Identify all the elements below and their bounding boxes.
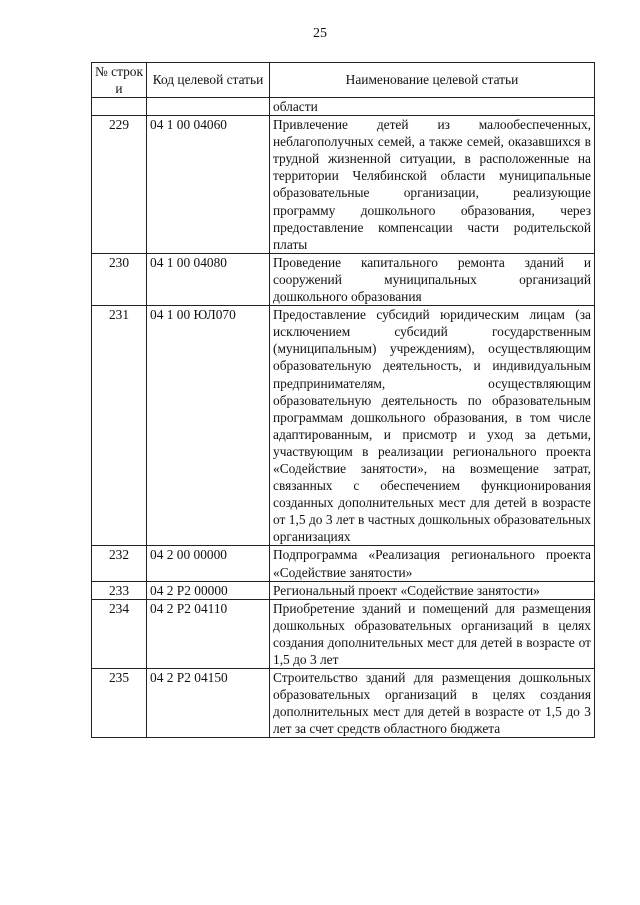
article-code-cell: 04 1 00 04060 [147, 116, 270, 254]
article-code-cell: 04 1 00 04080 [147, 253, 270, 305]
table-row [92, 306, 595, 546]
table-row [92, 253, 595, 305]
article-name-cell: Проведение капитального ремонта зданий и сооружений муниципальных организаций дошкольного образования [270, 253, 595, 305]
article-name-cell: области [270, 98, 595, 116]
article-code-cell: 04 2 P2 00000 [147, 581, 270, 599]
article-name-cell: Приобретение зданий и помещений для размещения дошкольных образовательных организаций в целях создания дополнительных мест для детей в возрасте от 1,5 до 3 лет [270, 599, 595, 668]
table-row [92, 116, 595, 254]
article-name-cell: Предоставление субсидий юридическим лицам (за исключением субсидий государственным (муниципальным) учреждениям), осуществляющим образовательную деятельность, и индивидуальным предпринимателям, осуществляющим образовательную деятельность по образовательным программам дошкольного образования, в том числе адаптированным, и присмотр и уход за детьми, участвующим в реализации регионального проекта «Содействие занятости», на возмещение затрат, связанных с обеспечением функционирования созданных дополнительных мест для детей в возрасте от 1,5 до 3 лет в частных дошкольных образовательных организациях [270, 306, 595, 546]
header-article-code: Код целевой статьи [147, 63, 270, 98]
article-code-cell: 04 2 P2 04150 [147, 669, 270, 738]
row-number-cell: 235 [92, 669, 147, 738]
row-number-cell: 234 [92, 599, 147, 668]
row-number-cell: 231 [92, 306, 147, 546]
article-code-cell [147, 98, 270, 116]
table-header-row [92, 63, 595, 98]
row-number-cell: 232 [92, 546, 147, 581]
row-number-cell [92, 98, 147, 116]
row-number-cell: 230 [92, 253, 147, 305]
target-articles-table [91, 62, 595, 738]
header-article-name: Наименование целевой статьи [270, 63, 595, 98]
article-name-cell: Региональный проект «Содействие занятости» [270, 581, 595, 599]
table-row [92, 669, 595, 738]
article-code-cell: 04 2 P2 04110 [147, 599, 270, 668]
header-row-number: № строк и [92, 63, 147, 98]
article-name-cell: Строительство зданий для размещения дошкольных образовательных организаций в целях создания дополнительных мест для детей в возрасте от 1,5 до 3 лет за счет средств областного бюджета [270, 669, 595, 738]
table-row [92, 581, 595, 599]
article-code-cell: 04 2 00 00000 [147, 546, 270, 581]
article-code-cell: 04 1 00 ЮЛ070 [147, 306, 270, 546]
table-row [92, 546, 595, 581]
row-number-cell: 229 [92, 116, 147, 254]
article-name-cell: Подпрограмма «Реализация регионального проекта «Содействие занятости» [270, 546, 595, 581]
row-number-cell: 233 [92, 581, 147, 599]
article-name-cell: Привлечение детей из малообеспеченных, неблагополучных семей, а также семей, оказавшихся в трудной жизненной ситуации, в расположенные на территории Челябинской области муниципальные образовательные организации, реализующие программу дошкольного образования, через предоставление компенсации части родительской платы [270, 116, 595, 254]
table-row-continuation [92, 98, 595, 116]
table-row [92, 599, 595, 668]
page-number: 25 [313, 26, 327, 41]
